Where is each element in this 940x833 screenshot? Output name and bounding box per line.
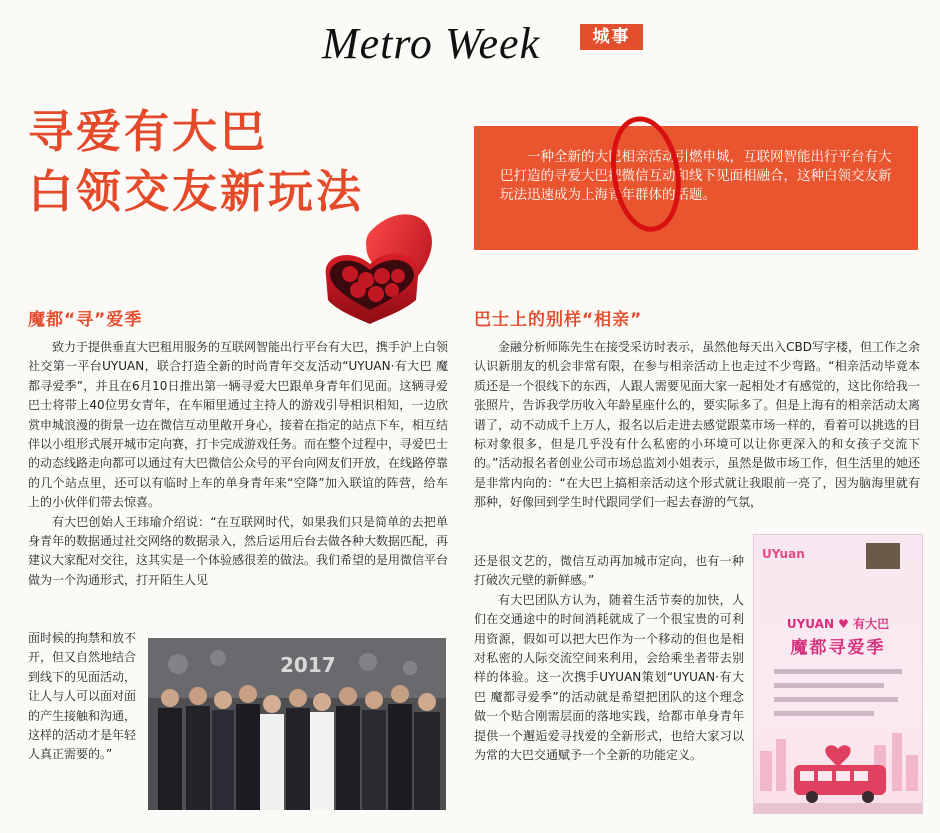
- svg-text:2017: 2017: [280, 653, 336, 677]
- lead-text: 一种全新的大巴相亲活动引燃申城，互联网智能出行平台有大巴打造的寻爱大巴把微信互动和线下见面相融合，这种白领交友新玩法迅速成为上海青年群体的话题。: [500, 149, 892, 203]
- poster-illustration: [754, 659, 922, 813]
- section-1-title: 魔都“寻”爱季: [28, 310, 143, 330]
- poster-title-2: 魔都寻爱季: [790, 638, 886, 658]
- section-1-body: [28, 338, 448, 590]
- section-2-paragraph-1: 金融分析师陈先生在接受采访时表示，虽然他每天出入CBD写字楼，但工作之余认识新朋友的机会非常有限，在参与相亲活动上也走过不少弯路。“相亲活动毕竟本质还是一个很线下的东西，人跟人需要见面大家一起相处才有感觉的，这比你给我一张照片，告诉我学历收入年龄星座什么的，要实际多了。但是上海有的相亲活动太离谱了，动不动成千上万人，报名以后走进去感觉跟菜市场一样的，看着可以挑选的目标对象很多，但是几乎没有什么私密的小环境可以让你更深入的和女孩子交流下的。”活动报名者创业公司市场总监刘小姐表示，虽然是做市场工作，但生活里的她还是非常内向的：“在大巴上搞相亲活动这个形式就让我眼前一亮了，因为脑海里就有那种，好像回到学生时代跟同学们一起去春游的气氛，: [474, 340, 920, 510]
- section-2-body: [474, 338, 920, 513]
- event-poster: [753, 534, 923, 814]
- poster-partner-logo: [866, 543, 900, 569]
- poster-brand: UYuan: [762, 547, 805, 561]
- section-1-paragraph-2: 有大巴创始人王玮瑜介绍说：“在互联网时代，如果我们只是简单的去把单身青年的数据通过社交网络的数据录入，然后运用后台去做各种大数据匹配，再建议大家配对交往，这其实是一个体验感很差的做法。我们希望的是用微信平台做为一个沟通形式，打开陌生人见: [28, 514, 449, 587]
- section-2-body-wrap: [474, 552, 744, 765]
- headline-line-2: 白领交友新玩法: [28, 165, 365, 218]
- section-2-title: 巴士上的别样“相亲”: [474, 310, 643, 330]
- masthead-title: Metro Week: [322, 19, 541, 68]
- section-2-paragraph-1-wrap: 还是很文艺的，微信互动再加城市定向，也有一种打破次元壁的新鲜感。”: [474, 554, 744, 588]
- section-2-paragraph-2: 有大巴团队方认为，随着生活节奏的加快，人们在交通途中的时间消耗就成了一个很宝贵的可利用资源，假如可以把大巴作为一个移动的但也是相对私密的人际交流空间来利用，会给乘坐者带去别样的体验。这一次携手UYUAN策划“UYUAN·有大巴 魔都寻爱季”的活动就是希望把团队的这个理念做一个贴合刚需层面的落地实践，给都市单身青年提供一个邂逅爱寻找爱的全新形式，也给大家习以为常的大巴交通赋予一个全新的功能定义。: [474, 592, 744, 763]
- heart-gift-box-icon: [312, 214, 480, 326]
- section-tag: 城事: [580, 24, 643, 50]
- lead-box: [474, 126, 918, 250]
- headline: [28, 102, 364, 222]
- group-photo: [148, 638, 446, 810]
- poster-title-1: UYUAN ♥ 有大巴: [786, 617, 890, 631]
- section-1-paragraph-2-wrap: 面时候的拘禁和放不开，但又自然地结合到线下的见面活动，让人与人可以面对面的产生接触和沟通，这样的活动才是年轻人真正需要的。”: [28, 631, 137, 762]
- section-1-body-wrap: [28, 629, 136, 765]
- section-1-paragraph-1: 致力于提供垂直大巴租用服务的互联网智能出行平台有大巴，携手沪上白领社交第一平台UYUAN，联合打造全新的时尚青年交友活动“UYUAN·有大巴 魔都寻爱季”，并且在6月10日推出第一辆寻爱大巴跟单身青年们见面。这辆寻爱巴士将带上40位男女青年，在车厢里通过主持人的游戏引导相识相知，一边欣赏申城浪漫的街景一边在微信互动里敞开身心，接着在指定的站点下车，相互结伴以小组形式展开城市定向赛，打卡完成游戏任务。而在整个过程中，寻爱巴士的动态线路走向都可以通过有大巴微信公众号的平台向网友们开放，在线路停靠的几个站点里，还可以有临时上车的单身青年来“空降”加入联谊的阵营，给车上的小伙伴们带去惊喜。: [28, 340, 449, 510]
- headline-line-1: 寻爱有大巴: [28, 105, 269, 158]
